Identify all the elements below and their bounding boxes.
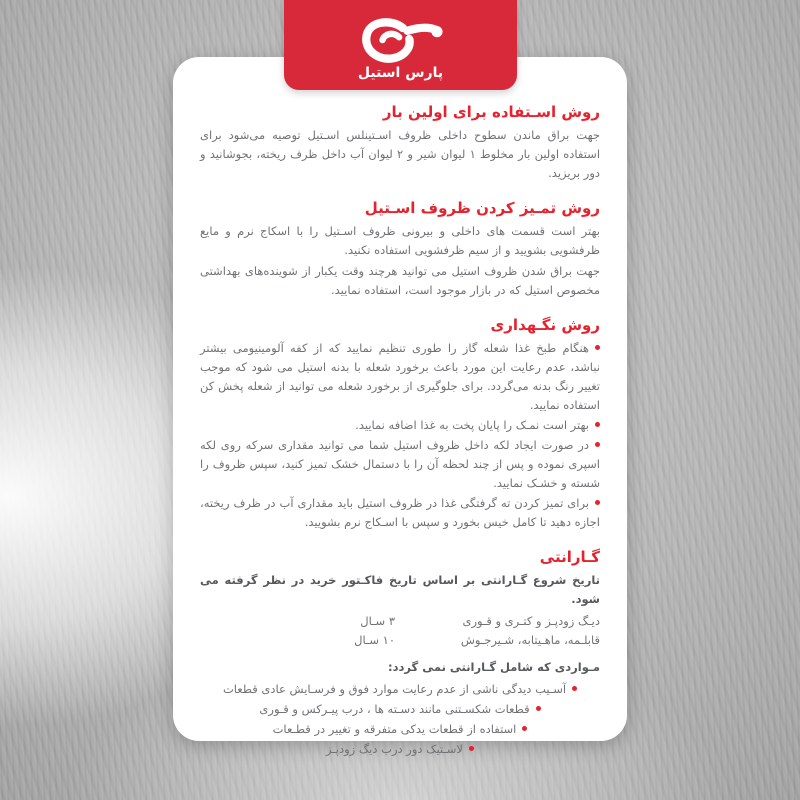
warranty-item-name: قابلـمه، ماهـیتابه، شـیرجـوش (460, 633, 600, 647)
saucepan-icon (353, 16, 449, 64)
warranty-item-name: دیـگ زودپـز و کتـری و قـوری (462, 614, 600, 628)
warranty-intro: تاریخ شروع گـارانتی بر اساس تاریخ فاکـتور خرید در نظر گرفته می شود. (200, 573, 600, 606)
exclusion-text: آسـیب دیدگی ناشی از عدم رعایت موارد فوق و فرسـایش عادی قطعات (222, 682, 567, 696)
bullet-dot-icon (595, 500, 600, 505)
bullet-text: هنگام طبخ غذا شعله گاز را طوری تنظیم نمایید که از کفه آلومینیومی بیشتر نباشد، عدم رعایت این مورد باعث برخورد شعله با بدنه استیل می شود که موجب تغییر رنگ بدنه می‌گردد. برای جلوگیری از برخورد شعله می توانید از شعله پخش کن استفاده نمایید. (200, 341, 600, 412)
warranty-duration: ۱۰ سـال (354, 633, 395, 647)
warranty-row (200, 631, 600, 650)
section-maintenance (200, 316, 600, 532)
exclusion-text: استفاده از قطعات یدکی متفرقه و تغییر در قطـعات (272, 722, 517, 736)
brand-name: پارس استیل (357, 65, 444, 81)
body-paragraph: بهتر است قسمت های داخلی و بیرونی ظروف اسـتیل را با اسکاج نرم و مایع ظرفشویی بشویید و از سیم ظرفشویی استفاده نکنید. (200, 224, 600, 257)
bullet-text: بهتر است نمـک را پایان پخت به غذا اضافه نمایید. (355, 418, 589, 432)
body-paragraph: جهت براق ماندن سطوح داخلی ظروف اسـتینلس اسـتیل توصیه می‌شود برای استفاده اولین بار مخلوط ۱ لیوان شیر و ۲ لیوان آب داخل ظرف ریخته، بجوشانید و دور بریزید. (200, 128, 601, 180)
brand-badge (284, 0, 517, 90)
maintenance-bullet-list (200, 339, 600, 532)
bullet-item (200, 339, 600, 415)
bullet-dot-icon (595, 422, 600, 427)
exclusion-text: لاسـتیک دور درب دیگ زودپـز (326, 742, 463, 756)
warranty-exclusions-title: مـواردی که شامل گـارانتی نمی گردد: (387, 660, 600, 674)
card-content (173, 57, 627, 756)
exclusion-item (200, 680, 600, 699)
bullet-dot-icon (595, 345, 600, 350)
section-first-use (200, 103, 600, 183)
section-heading-cleaning: روش تمـیز کردن ظروف اسـتیل (364, 199, 600, 217)
body-paragraph: جهت براق شدن ظروف استیل می توانید هرچند وقت یکبار از شوینده‌های بهداشتی مخصوص استیل که در بازار موجود است، استفاده نمایید. (200, 264, 600, 297)
instruction-card (173, 57, 627, 756)
section-heading-maintenance: روش نگـهداری (490, 316, 600, 334)
bullet-dot-icon (572, 686, 577, 691)
exclusion-item (200, 740, 600, 759)
warranty-duration: ۳ سـال (360, 614, 395, 628)
warranty-row (200, 612, 600, 631)
section-cleaning (200, 199, 600, 300)
warranty-table (200, 612, 600, 650)
bullet-item (200, 416, 600, 435)
bullet-item (200, 436, 600, 493)
exclusion-item (200, 700, 600, 719)
section-warranty (200, 548, 600, 759)
bullet-text: در صورت ایجاد لکه داخل ظروف استیل شما می توانید مقداری سرکه روی لکه اسپری نموده و پس از چند لحظه آن را با دستمال خشک تمیز کنید، سپس ظروف را شسته و خشـک نمایید. (200, 438, 600, 490)
exclusion-text: قطعات شکسـتنی مانند دسـته ها ، درب پیـرکس و قـوری (259, 702, 530, 716)
bullet-item (200, 494, 600, 532)
bullet-text: برای تمیز کردن ته گرفتگی غذا در ظروف استیل باید مقداری آب در ظرف ریخته، اجازه دهید تا کامل خیس بخورد و سپس با اسـکاج نرم بشویید. (200, 496, 600, 529)
bullet-dot-icon (595, 442, 600, 447)
bullet-dot-icon (469, 746, 474, 751)
section-heading-first-use: روش اسـتفاده برای اولین بار (382, 103, 600, 121)
bullet-dot-icon (536, 706, 541, 711)
exclusion-item (200, 720, 600, 739)
section-heading-warranty: گـارانتی (539, 548, 600, 566)
bullet-dot-icon (522, 726, 527, 731)
warranty-exclusion-list (200, 680, 600, 759)
